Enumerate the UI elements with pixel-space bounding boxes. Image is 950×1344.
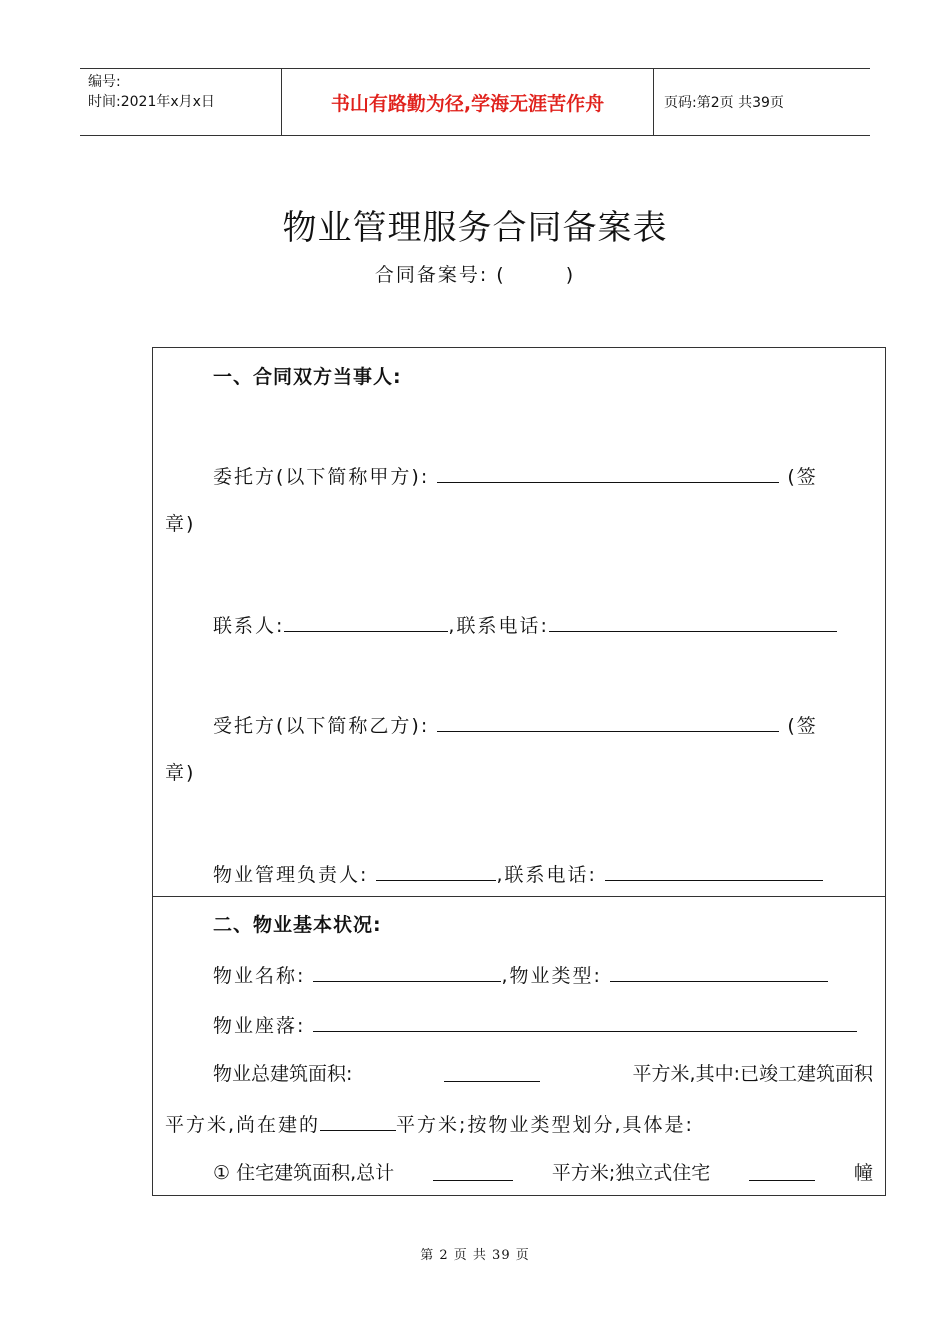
page-header	[80, 68, 870, 136]
detached-label: 平方米;独立式住宅	[551, 1162, 711, 1184]
area-breakdown-row	[165, 1108, 873, 1140]
residential-area-field[interactable]	[433, 1158, 513, 1181]
section2-heading: 二、物业基本状况:	[213, 914, 382, 936]
header-time: 时间:2021年x月x日	[88, 94, 215, 110]
property-location-row	[213, 1009, 873, 1041]
area-breakdown-text-b: 平方米;按物业类型划分,具体是:	[396, 1114, 694, 1136]
header-number: 编号:	[88, 74, 121, 90]
party-b-field[interactable]	[437, 709, 779, 732]
property-name-label: 物业名称:	[213, 965, 306, 987]
property-location-field[interactable]	[313, 1009, 857, 1032]
document-title: 物业管理服务合同备案表	[282, 208, 668, 248]
total-area-label: 物业总建筑面积:	[213, 1063, 353, 1085]
residential-area-label: ① 住宅建筑面积,总计	[213, 1162, 395, 1184]
party-b-label: 受托方(以下简称乙方):	[213, 715, 430, 737]
total-area-field[interactable]	[444, 1059, 540, 1082]
record-number-label: 合同备案号: (	[374, 264, 506, 286]
header-meta	[80, 69, 281, 135]
party-a-sign-close: 章)	[165, 513, 196, 535]
total-area-row	[213, 1059, 873, 1089]
residential-area-row	[213, 1158, 873, 1188]
header-motto: 书山有路勤为径,学海无涯苦作舟	[281, 69, 654, 135]
property-type-field[interactable]	[610, 959, 828, 982]
manager-row	[213, 858, 873, 890]
page-footer: 第 2 页 共 39 页	[420, 1248, 530, 1263]
party-a-label: 委托方(以下简称甲方):	[213, 466, 430, 488]
header-page-info: 页码:第2页 共39页	[664, 95, 784, 111]
detached-count-field[interactable]	[749, 1158, 815, 1181]
party-a-field[interactable]	[437, 460, 779, 483]
party-b-row	[213, 709, 873, 741]
party-a-sign-open: (签	[787, 466, 818, 488]
manager-field[interactable]	[376, 858, 496, 881]
record-number-close: )	[565, 264, 576, 286]
manager-phone-label: ,联系电话:	[496, 864, 597, 886]
contact-phone-field[interactable]	[549, 609, 837, 632]
property-type-label: ,物业类型:	[501, 965, 602, 987]
building-unit: 幢	[853, 1162, 873, 1184]
record-form-box	[152, 347, 886, 1196]
contact-label: 联系人:	[213, 615, 285, 637]
contact-phone-label: ,联系电话:	[448, 615, 549, 637]
party-b-sign-open: (签	[787, 715, 818, 737]
area-breakdown-text-a: 平方米,尚在建的	[165, 1114, 321, 1136]
property-location-label: 物业座落:	[213, 1015, 306, 1037]
property-name-field[interactable]	[313, 959, 501, 982]
manager-label: 物业管理负责人:	[213, 864, 369, 886]
property-name-row	[213, 959, 873, 991]
under-construction-field[interactable]	[320, 1108, 396, 1131]
party-a-row	[213, 460, 873, 492]
contact-field[interactable]	[284, 609, 448, 632]
total-area-unit: 平方米,其中:已竣工建筑面积	[632, 1063, 873, 1085]
section1-heading: 一、合同双方当事人:	[213, 366, 402, 388]
record-number	[0, 260, 950, 287]
contact-row	[213, 609, 873, 641]
manager-phone-field[interactable]	[605, 858, 823, 881]
section-divider	[153, 896, 885, 897]
party-b-sign-close: 章)	[165, 762, 196, 784]
